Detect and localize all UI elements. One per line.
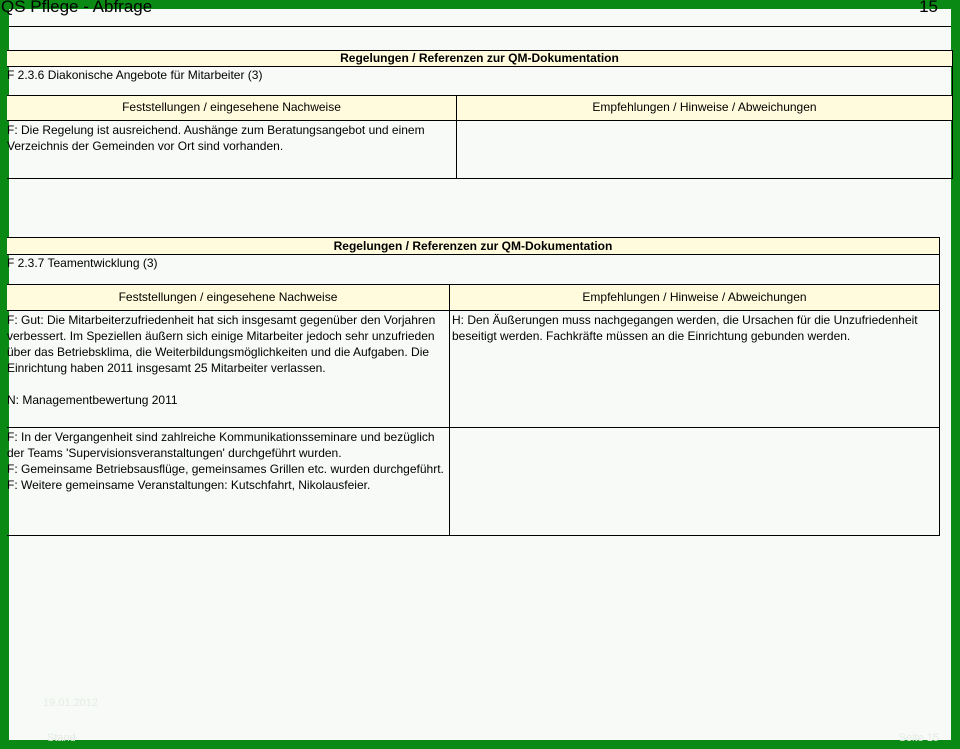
findings-line: F: Gemeinsame Betriebsausflüge, gemeinsames Grillen etc. wurden durchgeführt. (7, 462, 444, 476)
audit-table-2 (7, 237, 940, 536)
column-headers (7, 285, 939, 311)
document-page (1, 0, 951, 744)
findings-line: verbessert. Im Speziellen äußern sich einige Mitarbeiter jedoch sehr unzufrieden (7, 329, 435, 343)
recommendations-cell (452, 311, 939, 427)
findings-column-header: Feststellungen / eingesehene Nachweise (122, 100, 341, 114)
findings-column-header: Feststellungen / eingesehene Nachweise (118, 290, 338, 304)
page-header-title: QS Pflege - Abfrage (1, 0, 153, 16)
header-rule (9, 26, 951, 27)
blank-line (7, 376, 446, 392)
findings-line: Verzeichnis der Gemeinden vor Ort sind vorhanden. (7, 139, 284, 153)
footer-right: Seite 15 (898, 732, 939, 744)
reference-header: Regelungen / Referenzen zur QM-Dokumentation (7, 51, 952, 67)
findings-line: F: In der Vergangenheit sind zahlreiche Kommunikationsseminare und bezüglich (7, 430, 435, 444)
findings-cell (7, 311, 449, 427)
reference-header: Regelungen / Referenzen zur QM-Dokumentation (7, 238, 939, 255)
findings-cell (7, 428, 449, 536)
criterion-title: F 2.3.6 Diakonische Angebote für Mitarbeiter (3) (7, 67, 952, 96)
table-row (7, 428, 939, 536)
findings-line: F: Gut: Die Mitarbeiterzufriedenheit hat sich insgesamt gegenüber den Vorjahren (7, 313, 436, 327)
criterion-title: F 2.3.7 Teamentwicklung (3) (7, 255, 939, 285)
footer-left: Stand (47, 732, 76, 744)
findings-cell (7, 121, 456, 179)
findings-line: N: Managementbewertung 2011 (7, 393, 178, 407)
page-number: 15 (919, 0, 938, 16)
column-divider (449, 428, 450, 536)
findings-line: F: Weitere gemeinsame Veranstaltungen: Kutschfahrt, Nikolausfeier. (7, 478, 371, 492)
column-divider (449, 311, 450, 427)
recommendation-line: beseitigt werden. Fachkräfte müssen an die Einrichtung gebunden werden. (452, 329, 851, 343)
table-row (7, 121, 952, 179)
findings-line: über das Betriebsklima, die Weiterbildungsmöglichkeiten und die Aufgaben. Die (7, 345, 430, 359)
recommendations-cell (459, 121, 952, 179)
recommendations-cell (452, 428, 939, 536)
column-divider (456, 121, 457, 179)
footer-date: 19.01.2012 (43, 697, 99, 709)
table-row (7, 311, 939, 428)
findings-line: der Teams 'Supervisionsveranstaltungen' durchgeführt wurden. (7, 446, 342, 460)
audit-table-1 (7, 50, 953, 179)
recommendations-column-header: Empfehlungen / Hinweise / Abweichungen (592, 100, 817, 114)
recommendations-column-header: Empfehlungen / Hinweise / Abweichungen (582, 290, 807, 304)
findings-line: F: Die Regelung ist ausreichend. Aushänge zum Beratungsangebot und einem (7, 123, 425, 137)
column-headers (7, 96, 952, 121)
recommendation-line: H: Den Äußerungen muss nachgegangen werden, die Ursachen für die Unzufriedenheit (452, 313, 918, 327)
findings-line: Einrichtung haben 2011 insgesamt 25 Mitarbeiter verlassen. (7, 361, 326, 375)
